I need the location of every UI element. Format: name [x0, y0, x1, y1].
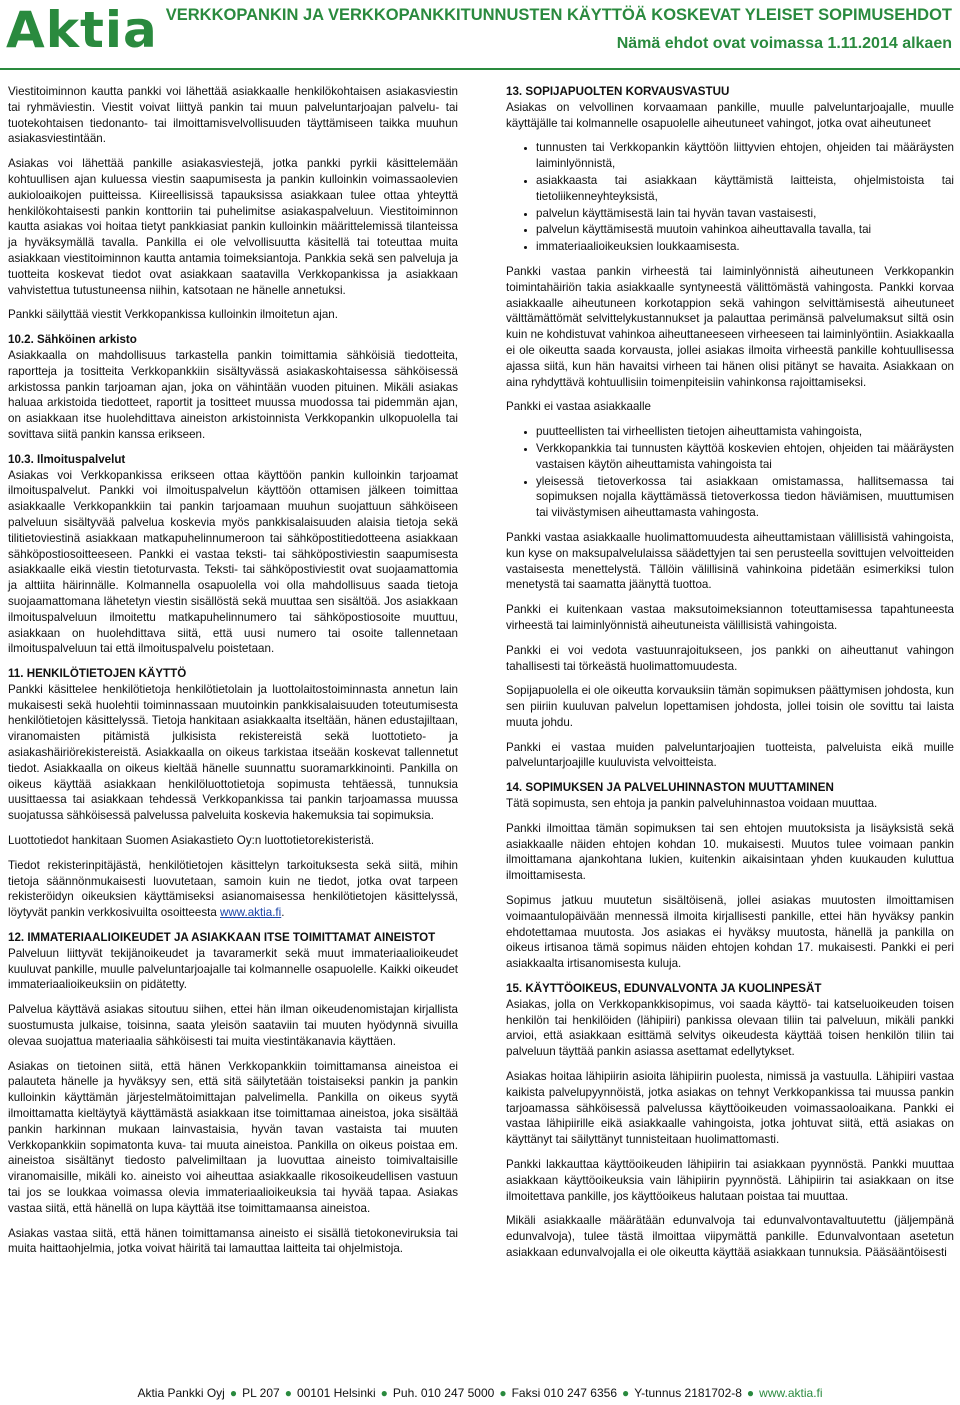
header-divider: [0, 68, 960, 70]
paragraph: Asiakas hoitaa lähipiirin asioita lähipiirin puolesta, nimissä ja vastuulla. Lähipiiri vastaa kaikista palvelupyynnöistä, jotka asiakas on tehnyt Verkkopankissa tai muussa pankin tarjoamassa sähköisessä palvelussa käyttöoikeuden voimassaoloaikana. Pankki ei vastaa lähipiirille eikä asiakkaalle vahingoista, jotka johtuvat siitä, että asiakas on käyttänyt tai säilyttänyt tunnisteitaan huolimattomasti.: [506, 1070, 954, 1147]
bullet-dot-icon: ●: [622, 1386, 630, 1400]
paragraph: Tätä sopimusta, sen ehtoja ja pankin palveluhinnastoa voidaan muuttaa.: [506, 797, 878, 811]
bullet-dot-icon: ●: [229, 1386, 238, 1400]
paragraph-end: .: [281, 906, 285, 920]
footer-address: PL 207: [242, 1386, 280, 1400]
list-item: • immateriaalioikeuksien loukkaamisesta.: [536, 239, 954, 255]
aktia-logo: Aktia: [6, 1, 158, 59]
paragraph: Pankki ei kuitenkaan vastaa maksutoimeksiannon toteuttamisessa tapahtuneesta virheestä tai laiminlyönnistä aiheutuneista välillisistä vahingoista.: [506, 603, 954, 632]
paragraph: Sopijapuolella ei ole oikeutta korvauksiin tämän sopimuksen päättymisen johdosta, kun sen piiriin kuuluvan palvelun lopettamisen johdosta, jollei toisin ole sovittu tai laista muuta johdu.: [506, 684, 954, 729]
paragraph: Asiakas on tietoinen siitä, että hänen Verkkopankkiin toimittamansa aineistoa ei palauteta hänelle ja hyväksyy sen, että sitä säilytetään toistaiseksi pankin ja pankin kulloinkin käyttämän järjestelmätoimittajan palvelimella. Pankilla on oikeus syytä ilmoittamatta kieltäytyä käyttämästä asiakkaan itse toimittamaa aineistoa, joka sisältää pankin harkinnan mukaan lainvastaisia, hyvän tavan vastaista tai muuten Verkkopankkiin sopimatonta kuva- tai muuta aineistoa. Pankilla on oikeus poistaa em. aineistoa sisältänyt tiedosto palvelimiltaan ja luovuttaa aineisto toimivaltaisille viranomaisille, mikäli ko. aineisto voi aiheuttaa asiakkaalle rikosoikeudellisen vastuun tai jos se loukkaa voimassa olevia immateriaalioikeuksia tai hyvää tapaa. Asiakas vastaa siitä, että hänellä on lupa käyttää itse toimittamaansa aineistoa.: [8, 1059, 458, 1215]
section-heading-15: 15. KÄYTTÖOIKEUS, EDUNVALVONTA JA KUOLINPESÄT: [506, 982, 822, 996]
list-item: • Verkkopankkia tai tunnusten käyttöä koskevien ehtojen, ohjeiden tai määräysten vastaisen käytön aiheuttamista vahingoista tai: [536, 441, 954, 473]
paragraph: Mikäli asiakkaalle määrätään edunvalvoja tai edunvalvontavaltuutettu (jäljempänä edunvalvoja), tulee tästä ilmoittaa viipymättä pankille. Edunvalvontaan asetetun asiakkaan edunvalvojalla ei ole oikeutta käyttää asiakkaan tunnuksia. Pääsääntöisesti: [506, 1214, 954, 1259]
left-column: [8, 84, 458, 1266]
page-header: [0, 0, 960, 62]
paragraph: Asiakas, jolla on Verkkopankkisopimus, voi saada käyttö- tai katseluoikeuden toisen henkilön tai henkilöiden (lähipiiri) pankissa olevaan tiliin tai palveluun, mikäli pankki arvioi, että asiakkaan esittämä selvitys oikeudesta käyttää toisen henkilön tiliin tai palveluun täyttää pankin asiassa asettamat edellytykset.: [506, 997, 954, 1059]
list-item: • tunnusten tai Verkkopankin käyttöön liittyvien ehtojen, ohjeiden tai määräysten laiminlyönnistä,: [536, 140, 954, 172]
paragraph: Viestitoiminnon kautta pankki voi lähettää asiakkaalle henkilökohtaisen asiakasviestin tai ryhmäviestin. Viestit voivat liittyä pankin tai muun palveluntarjoajan palvelu- tai tuotekohtaisen tiedonanto- tai ilmoittamisvelvollisuuden täyttämiseen taikka muuhun asiakasviestintään.: [8, 85, 458, 146]
footer-website-link[interactable]: www.aktia.fi: [759, 1386, 823, 1400]
footer-city: 00101 Helsinki: [296, 1386, 376, 1400]
document-title: VERKKOPANKIN JA VERKKOPANKKITUNNUSTEN KÄYTTÖÄ KOSKEVAT YLEISET SOPIMUSEHDOT: [165, 6, 952, 24]
page-footer: [0, 1386, 960, 1400]
bullet-dot-icon: ●: [380, 1386, 388, 1400]
bullet-dot-icon: ●: [746, 1386, 755, 1400]
paragraph: Pankki vastaa pankin virheestä tai laiminlyönnistä aiheutuneen Verkkopankin toimintahäiriön takia asiakkaalle syntyneestä välittömästä vahingosta. Pankki korvaa asiakkaalle aiheutuneen korkotappion sekä vahingon selvittämisestä aiheutuneet välttämättömät selvittelykustannukset ja palauttaa perimänsä palvelumaksut siltä osin kuin ne kohdistuvat vahinkoa aiheuttaneeseen virheeseen tai laiminlyöntiin. Asiakkaalla ei ole oikeutta saada korvausta, jollei asiakas ilmoita virheestä pankille kohtuullisessa ajassa siitä, kun hän havaitsi virheen tai hänen olisi pitänyt se havaita. Asiakkaan on aina ryhdyttävä kohtuullisiin toimenpiteisiin vahinkonsa rajoittamiseksi.: [506, 264, 954, 389]
paragraph: Sopimus jatkuu muutetun sisältöisenä, jollei asiakas muutosten ilmoittamisen voimaantulopäivään mennessä ilmoita kirjallisesti pankille, ettei hän hyväksy pankin ehdotettamaa muutosta. Jos asiakas ei hyväksy muutosta, hänellä ja pankilla on oikeus irtisanoa tämä sopimus näiden ehtojen kohdan 17. mukaisesti. Pankki ei peri asiakkaalta irtisanomisesta kuluja.: [506, 894, 954, 971]
section-heading-11: 11. HENKILÖTIETOJEN KÄYTTÖ: [8, 667, 187, 681]
section-heading-13: 13. SOPIJAPUOLTEN KORVAUSVASTUU: [506, 85, 730, 98]
section-heading-10-2: 10.2. Sähköinen arkisto: [8, 333, 137, 347]
paragraph: Asiakas vastaa siitä, että hänen toimittamansa aineisto ei sisällä tietokoneviruksia tai muita haittaohjelmia, jotka voivat häiritä tai lamauttaa laitteita tai ohjelmistoja.: [8, 1226, 458, 1256]
paragraph: Pankki käsittelee henkilötietoja henkilötietolain ja luottolaitostoiminnasta annetun lain mukaisesti sekä huolehtii toiminnassaan muutoinkin pankkisalaisuuden toteutumisesta henkilötietojen käsittelyssä. Tietoja hankitaan asiakkaalta itseltään, hänen edustajiltaan, viranomaisten pitämistä julkisista rekistereistä sekä luottotieto- ja asiakashäiriörekistereistä. Asiakkaalla on oikeus tarkistaa itseään koskevat tallennetut tiedot. Asiakkaalla on oikeus kieltää hänelle suunnattu suoramarkkinointi. Pankilla on oikeus käyttää asiakkaan henkilöluottotietoja sopimusta tehtäessä, tunnuksia uusittaessa tai asiakkaan tehdessä Verkkopankissa tai pankin tarjoamassa muussa suojatussa sähköisessä palvelussa palveluita koskevia hakemuksia tai sopimuksia.: [8, 682, 458, 823]
paragraph: Pankki ei vastaa asiakkaalle: [506, 400, 652, 414]
bullet-dot-icon: ●: [499, 1386, 507, 1400]
bullet-dot-icon: ●: [284, 1386, 292, 1400]
list-item: • palvelun käyttämisestä lain tai hyvän tavan vastaisesti,: [536, 206, 954, 222]
footer-business-id: Y-tunnus 2181702-8: [634, 1386, 742, 1400]
paragraph: Asiakas voi Verkkopankissa erikseen ottaa käyttöön pankin kulloinkin tarjoamat ilmoituspalvelut. Pankki voi ilmoituspalvelun käyttöön ottamisen jälkeen toimittaa asiakkaalle Verkkopankkiin tai pankin tarjoamaan muuhun suojattuun sähköiseen palveluun sisältyvää palvelua koskevia myös pankkisalaisuuden alaisia tietoja sekä tilitietoviestinä asiakkaan matkapuhelinnumeroon tai sähköpostitiedotteena asiakkaan sähköpostiosoitteeseen. Pankki ei vastaa teksti- tai sähköpostiviestin saapumisesta asiakkaalle eikä viestin tietoturvasta. Teksti- tai sähköpostiviestit ovat suojaamattomia ja alttiita häirinnälle. Kolmannella osapuolella voi olla mahdollisuus saada tietoja suojaamattomana lähetetyn viestin sisällöstä sekä muuttaa sen sisältöä. Jos asiakkaan ilmoituspalveluun ilmoitettu matkapuhelinnumero tai sähköpostiosoite muuttuu, asiakkaan on huolehdittava siitä, että uusi numero tai osoite tallennetaan ilmoituspalveluun tai että ilmoituspalvelu poistetaan.: [8, 468, 458, 656]
paragraph: Palvelua käyttävä asiakas sitoutuu siihen, ettei hän ilman oikeudenomistajan kirjallista suostumusta julkaise, toisinna, saata yleisön saataviin tai muuten hyödynnä sivuilla olevaa suojattua materiaalia sähköisesti tai muita viestintäkanavia käyttäen.: [8, 1003, 458, 1048]
paragraph: [8, 858, 458, 921]
section-heading-10-3: 10.3. Ilmoituspalvelut: [8, 452, 126, 466]
paragraph-text: Tiedot rekisterinpitäjästä, henkilötietojen käsittelyn tarkoituksesta sekä siitä, mihin tietoja säännönmukaisesti luovutetaan, samoin kuin ne tiedot, jotka ovat tarpeen rekisteröidyn oikeuksien käyttämiseksi asianomaisessa henkilötietojen käsittelyssä, löytyvät pankin verkkosivuilta osoitteesta: [8, 858, 458, 920]
footer-phone: Puh. 010 247 5000: [392, 1386, 495, 1400]
paragraph: Pankki vastaa asiakkaalle huolimattomuudesta aiheuttamistaan välillisistä vahingoista, kun kyse on maksupalvelulaissa säädettyjen tai sen perusteella sovittujen velvoitteiden vastaisesta menettelystä. Tällöin välillisinä vahinkoina pidetään esimerkiksi tulon menetystä tai saamatta jäänyttä tuottoa.: [506, 530, 954, 592]
footer-company: Aktia Pankki Oyj: [137, 1386, 225, 1400]
paragraph: Asiakas voi lähettää pankille asiakasviestejä, jotka pankki pyrkii käsittelemään kohtuullisen ajan kuluessa viestin saapumisesta ja pankin kulloinkin voimassaolevien aukioloaikojen puitteissa. Kiireellisissä tapauksissa asiakkaan tulee ottaa yhteyttä henkilökohtaisesti pankin konttoriin tai puhelimitse asiakaspalveluun. Viestitoiminnon kautta asiakas voi hoitaa tietyt pankkiasiat pankin kulloinkin määrittelemissä tilanteissa ja hyväksymällä tavalla. Pankilla ei ole velvollisuutta käsitellä tai toteuttaa muita asiakkaan viestitoiminnon kautta antamia toimeksiantoja. Pankkia sekä sen palveluja ja tuotteita koskevat tiedot ovat asiakkaan saatavilla Verkkopankissa ja asiakkaan vahvistettua tutustuneensa niihin, katsotaan ne hänelle annetuksi.: [8, 157, 458, 297]
list-item: • puutteellisten tai virheellisten tietojen aiheuttamista vahingoista,: [536, 424, 954, 440]
paragraph: Palveluun liittyvät tekijänoikeudet ja tavaramerkit sekä muut immateriaalioikeudet kuuluvat pankille, muulle palveluntarjoajalle tai kolmannelle osapuolelle. Kaikki oikeudet immateriaalioikeuksiin on pidätetty.: [8, 946, 458, 992]
section-heading-12: 12. IMMATERIAALIOIKEUDET JA ASIAKKAAN ITSE TOIMITTAMAT AINEISTOT: [8, 931, 436, 945]
list-item: • asiakkaasta tai asiakkaan käyttämistä laitteista, ohjelmistoista tai tietoliikenneyhteyksistä,: [536, 173, 954, 205]
footer-fax: Faksi 010 247 6356: [511, 1386, 618, 1400]
section-heading-14: 14. SOPIMUKSEN JA PALVELUHINNASTON MUUTTAMINEN: [506, 781, 834, 795]
list-item: • yleisessä tietoverkossa tai asiakkaan omistamassa, hallitsemassa tai sopimuksen nojalla käyttämässä tietoverkossa tiedon häviämisen, muuttumisen tai viivästymisen aiheuttamasta vahingosta.: [536, 474, 954, 521]
bank-exclusions-list: [506, 424, 954, 521]
paragraph: Pankki säilyttää viestit Verkkopankissa kulloinkin ilmoitetun ajan.: [8, 308, 338, 322]
validity-date: Nämä ehdot ovat voimassa 1.11.2014 alkaen: [616, 35, 952, 52]
paragraph: Pankki ei voi vedota vastuunrajoitukseen, jos pankki on aiheuttanut vahingon tahallisesti tai törkeästä huolimattomuudesta.: [506, 643, 954, 673]
paragraph: Pankki lakkauttaa käyttöoikeuden lähipiirin tai asiakkaan pyynnöstä. Pankki muuttaa asiakkaan käyttöoikeuksia vain lähipiirin pyynnöstä. Lähipiirin tai asiakkaan on itse ilmoitettava pankille, jos käyttöoikeus halutaan poistaa tai muuttaa.: [506, 1158, 954, 1203]
paragraph: Pankki ilmoittaa tämän sopimuksen tai sen ehtojen muutoksista ja lisäyksistä sekä asiakkaalle näiden ehtojen kohdan 10. mukaisesti. Muutos tulee voimaan pankin ilmoittamana ajankohtana lukien, kuitenkin aikaisintaan yhden kuukauden kuluttua ilmoittamisesta.: [506, 821, 954, 883]
liability-list: [506, 140, 954, 255]
list-item: • palvelun käyttämisestä muutoin vahinkoa aiheuttavalla tavalla, tai: [536, 222, 954, 238]
paragraph: Asiakas on velvollinen korvaamaan pankille, muulle palveluntarjoajalle, muulle käyttäjälle tai kolmannelle osapuolelle aiheutuneet vahingot, jotka ovat aiheutuneet: [506, 100, 954, 130]
paragraph: Pankki ei vastaa muiden palveluntarjoajien tuotteista, palveluista eikä muille palveluntarjoajille kuuluvista velvoitteista.: [506, 740, 954, 770]
right-column: [506, 84, 954, 1270]
paragraph: Luottotiedot hankitaan Suomen Asiakastieto Oy:n luottotietorekisteristä.: [8, 834, 375, 848]
aktia-website-link[interactable]: www.aktia.fi: [220, 906, 282, 920]
paragraph: Asiakkaalla on mahdollisuus tarkastella pankin toimittamia sähköisiä tiedotteita, raportteja ja tositteita Verkkopankkiin sisältyvässä asiakaskohtaisessa sähköisessä arkistossa pankin tarjoaman ajan, joka on vähintään vuoden pituinen. Mikäli asiakas haluaa arkistoida tiedotteet, raportit ja tositteet muussa muodossa tai pidemmän ajan, on asiakkaan itse huolehdittava aineiston arkistoinnista Verkkopankin ulkopuolella tai sovittava siitä pankin kanssa erikseen.: [8, 348, 458, 441]
